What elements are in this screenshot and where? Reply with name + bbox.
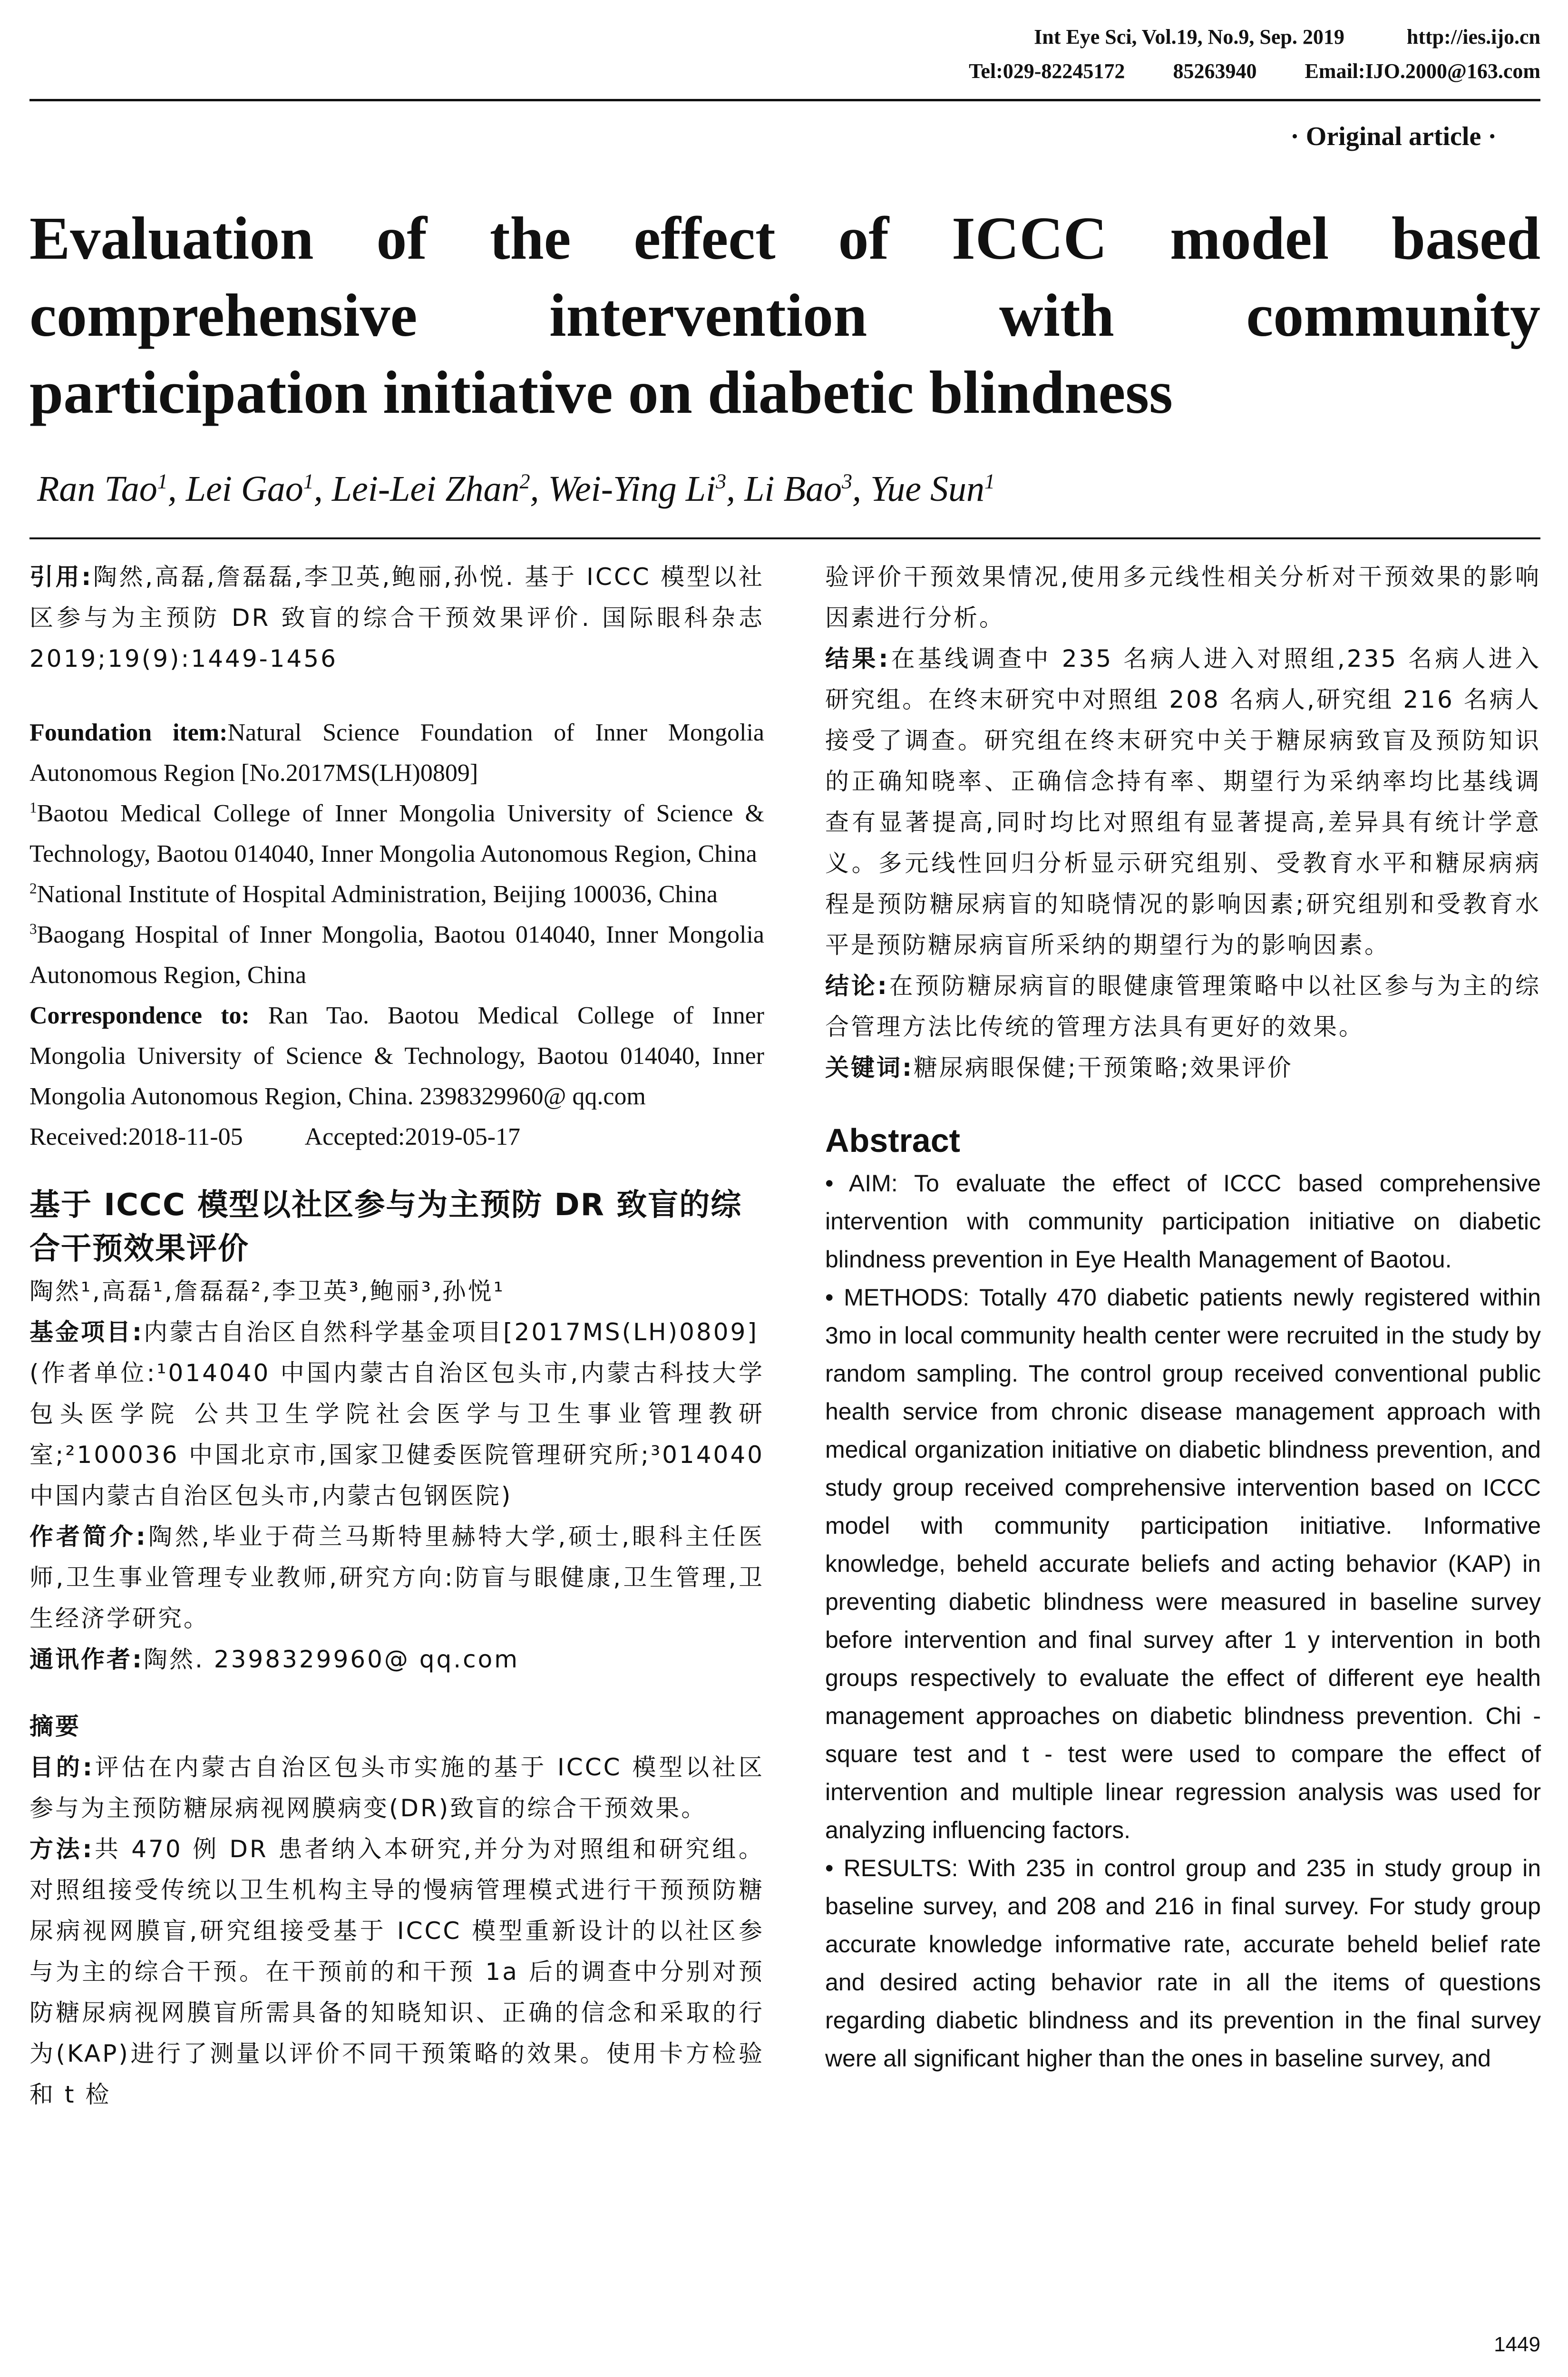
page-number: 1449 [1494,2333,1540,2356]
article-title: Evaluation of the effect of ICCC model based comprehensive intervention with community participation initiative on diabetic blindness [29,205,1540,426]
chinese-title: 基于 ICCC 模型以社区参与为主预防 DR 致盲的综合干预效果评价 [29,1188,742,1266]
author-list: Ran Tao$^1$, Lei Gao$^1$, Lei-Lei Zhan$^2$, Wei-Ying Li$^3$, Li Bao$^3$, Yue Sun$^1$ [37,469,995,509]
author: Lei-Lei Zhan$^2$ [331,469,530,509]
citation-text: 陶然,高磊,詹磊磊,李卫英,鲍丽,孙悦. 基于 ICCC 模型以社区参与为主预防 DR 致盲的综合干预效果评价. 国际眼科杂志 2019;19(9):1449-1456 [29,563,764,672]
citation-label: 引用: [29,563,93,591]
journal-citation: Int Eye Sci, Vol.19, No.9, Sep. 2019 [1034,25,1344,49]
citation-block [29,556,764,679]
chinese-abstract-heading: 摘要 [29,1713,81,1740]
affiliation-1: $^1$Baotou Medical College of Inner Mongolia University of Science & Technology, Baotou 014040, Inner Mongolia Autonomous Region, China [29,799,764,867]
author: Yue Sun$^1$ [870,469,995,509]
author-units-zh: (作者单位:¹014040 中国内蒙古自治区包头市,内蒙古科技大学包头医学院 公共卫生学院社会医学与卫生事业管理教研室;²100036 中国北京市,国家卫健委医院管理研究所;³014040 中国内蒙古自治区包头市,内蒙古包钢医院) [29,1359,764,1510]
author: Ran Tao$^1$ [37,469,168,509]
abstract-aim: • AIM: To evaluate the effect of ICCC based comprehensive intervention with community participation initiative on diabetic blindness prevention in Eye Health Management of Baotou. [825,1170,1541,1273]
author: Wei-Ying Li$^3$ [548,469,727,509]
abstract-heading: Abstract [825,1122,960,1159]
foundation-label: Foundation item: [29,719,228,746]
dates [29,1117,764,1157]
abstract-methods-zh-cont: 验评价干预效果情况,使用多元线性相关分析对干预效果的影响因素进行分析。 [825,563,1541,632]
abstract-methods: • METHODS: Totally 470 diabetic patients newly registered within 3mo in local community health center were recruited in the study by random sampling. The control group received conventional public health service from chronic disease management approach with medical organization initiative on diabetic blindness prevention, and study group received comprehensive intervention based on ICCC model with community participation initiative. Informative knowledge, beheld accurate beliefs and acting behavior (KAP) in preventing diabetic blindness were measured in baseline survey before intervention and final survey after 1 y intervention in both groups respectively to evaluate the effect of different eye health management approaches on diabetic blindness prevention. Chi - square test and t - test were used to compare the effect of intervention and multiple linear regression analysis was used for analyzing influencing factors. [825,1284,1541,1843]
affiliation-3: $^3$Baogang Hospital of Inner Mongolia, Baotou 014040, Inner Mongolia Autonomous Region, China [29,920,764,989]
correspondence-text: Ran Tao. Baotou Medical College of Inner Mongolia University of Science & Technology, Baotou 014040, Inner Mongolia Autonomous Region, China. 2398329960@ qq.com [29,1002,764,1110]
title-divider [29,537,1540,539]
abstract-conclusion-zh: 结论:在预防糖尿病盲的眼健康管理策略中以社区参与为主的综合管理方法比传统的管理方法具有更好的效果。 [825,972,1541,1041]
chinese-authors: 陶然¹,高磊¹,詹磊磊²,李卫英³,鲍丽³,孙悦¹ [29,1277,505,1305]
journal-tel2: 85263940 [1173,59,1257,83]
header-divider [29,99,1540,101]
received-date: Received:2018-11-05 [29,1123,243,1150]
journal-tel: Tel:029-82245172 [969,59,1125,83]
author-bio-zh: 作者简介:陶然,毕业于荷兰马斯特里赫特大学,硕士,眼科主任医师,卫生事业管理专业教师,研究方向:防盲与眼健康,卫生管理,卫生经济学研究。 [29,1523,764,1632]
affiliation-2: $^2$National Institute of Hospital Administration, Beijing 100036, China [29,880,718,908]
abstract-methods-zh: 方法:共 470 例 DR 患者纳入本研究,并分为对照组和研究组。对照组接受传统以卫生机构主导的慢病管理模式进行干预预防糖尿病视网膜盲,研究组接受基于 ICCC 模型重新设计的以社区参与为主的综合干预。在干预前的和干预 1a 后的调查中分别对预防糖尿病视网膜盲所需具备的知晓知识、正确的信念和采取的行为(KAP)进行了测量以评价不同干预策略的效果。使用卡方检验和 t 检 [29,1835,764,2108]
journal-email: Email:IJO.2000@163.com [1305,59,1540,83]
accepted-date: Accepted:2019-05-17 [304,1123,521,1150]
journal-header [969,20,1540,88]
right-column [825,556,1541,2077]
foundation-item [29,712,764,793]
article-type: · Original article · [1290,122,1497,151]
abstract-results-zh: 结果:在基线调查中 235 名病人进入对照组,235 名病人进入研究组。在终末研究中对照组 208 名病人,研究组 216 名病人接受了调查。研究组在终末研究中关于糖尿病致盲及预防知识的正确知晓率、正确信念持有率、期望行为采纳率均比基线调查有显著提高,同时均比对照组有显著提高,差异具有统计学意义。多元线性回归分析显示研究组别、受教育水平和糖尿病病程是预防糖尿病盲的知晓情况的影响因素;研究组别和受教育水平是预防糖尿病盲所采纳的期望行为的影响因素。 [825,645,1541,959]
corresponding-author-zh: 通讯作者:陶然. 2398329960@ qq.com [29,1646,519,1673]
foundation-text: Natural Science Foundation of Inner Mongolia Autonomous Region [No.2017MS(LH)0809] [29,719,765,787]
author: Lei Gao$^1$ [185,469,314,509]
abstract-results: • RESULTS: With 235 in control group and 235 in study group in baseline survey, and 208 and 216 in final survey. For study group accurate knowledge informative rate, accurate beheld belief rate and desired acting behavior rate in all the items of questions regarding diabetic blindness and its prevention in the final survey were all significant higher than the ones in baseline survey, and [825,1855,1541,2072]
correspondence-label: Correspondence to: [29,1002,250,1029]
abstract-aim-zh: 目的:评估在内蒙古自治区包头市实施的基于 ICCC 模型以社区参与为主预防糖尿病视网膜病变(DR)致盲的综合干预效果。 [29,1754,764,1822]
journal-url[interactable]: http://ies.ijo.cn [1406,25,1540,49]
correspondence [29,995,764,1117]
fund-item-zh: 基金项目:内蒙古自治区自然科学基金项目[2017MS(LH)0809] [29,1318,759,1346]
author: Li Bao$^3$ [744,469,852,509]
left-column [29,556,764,2115]
keywords-zh: 关键词:糖尿病眼保健;干预策略;效果评价 [825,1054,1293,1081]
